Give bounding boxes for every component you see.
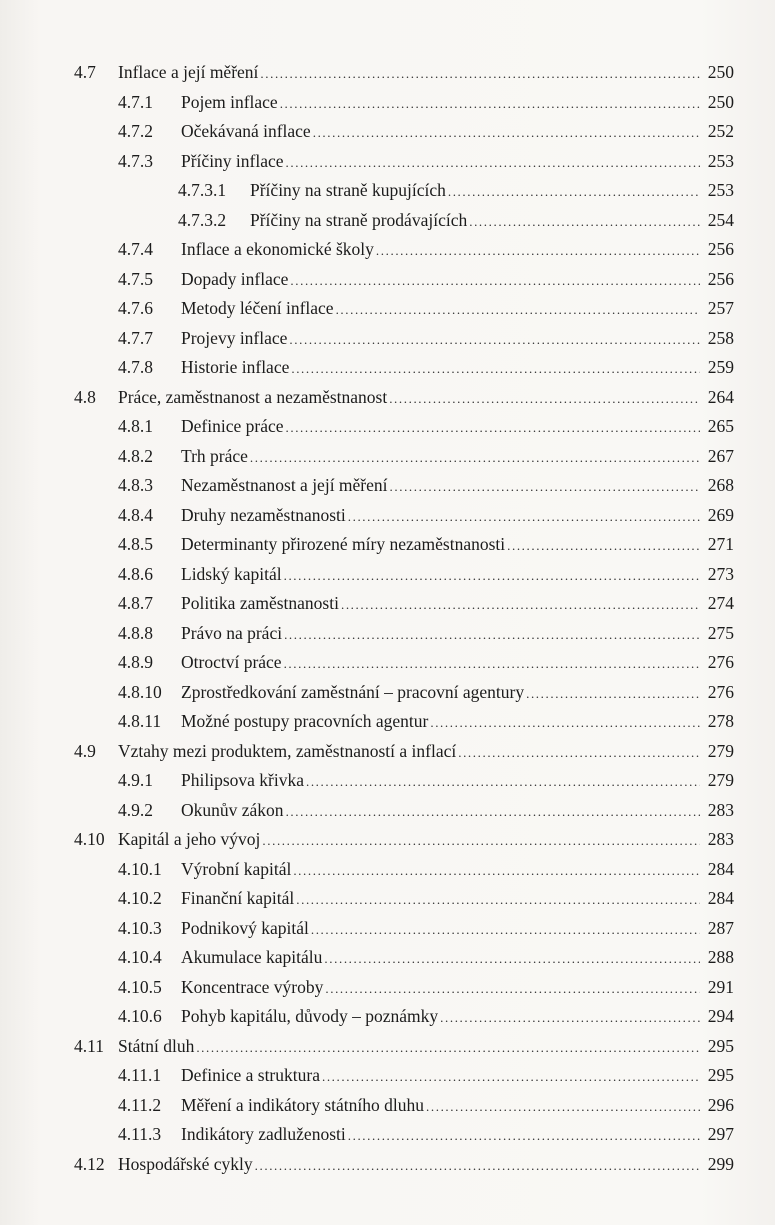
dot-leader (526, 679, 700, 709)
section-number: 4.10.5 (118, 976, 162, 997)
toc-entry (74, 943, 734, 973)
section-title: Lidský kapitál (181, 563, 282, 584)
section-title: Okunův zákon (181, 799, 284, 820)
dot-leader (313, 118, 700, 148)
section-title: Pojem inflace (181, 91, 278, 112)
page-number: 269 (707, 504, 734, 525)
toc-entry (74, 383, 734, 413)
page-number: 279 (707, 740, 734, 761)
toc-entry (74, 353, 734, 383)
dot-leader (293, 856, 700, 886)
page-number: 284 (707, 858, 734, 879)
page-number: 256 (707, 239, 734, 259)
section-title: Příčiny na straně prodávajících (250, 209, 468, 230)
page-number: 271 (707, 534, 734, 554)
dot-leader (260, 59, 700, 89)
toc-entry (74, 737, 734, 767)
section-title: Otroctví práce (181, 652, 282, 672)
toc-entry (74, 147, 734, 177)
section-number: 4.8.6 (118, 563, 153, 584)
toc-entry (74, 442, 734, 472)
dot-leader (325, 974, 700, 1004)
section-title: Koncentrace výroby (181, 976, 324, 997)
toc-entry (74, 619, 734, 649)
page-number: 254 (707, 209, 734, 230)
toc-entry (74, 914, 734, 944)
toc-entry (74, 678, 734, 708)
section-title: Příčiny inflace (181, 150, 284, 171)
toc-entry (74, 294, 734, 324)
section-number: 4.7.3.2 (178, 209, 227, 230)
toc-entry (74, 58, 734, 88)
section-title: Pohyb kapitálu, důvody – poznámky (181, 1006, 439, 1026)
toc-entry (74, 324, 734, 354)
section-title: Podnikový kapitál (181, 917, 309, 938)
toc-entry (74, 1120, 734, 1150)
toc-entry (74, 235, 734, 265)
section-number: 4.10.4 (118, 947, 162, 967)
page-number: 267 (707, 445, 734, 466)
dot-leader (286, 148, 700, 178)
toc-entry (74, 1091, 734, 1121)
dot-leader (507, 531, 700, 561)
section-title: Akumulace kapitálu (181, 947, 323, 967)
section-number: 4.8.4 (118, 504, 153, 525)
dot-leader (284, 561, 700, 591)
section-title: Práce, zaměstnanost a nezaměstnanost (118, 386, 388, 407)
page-number: 252 (707, 121, 734, 141)
section-number: 4.8 (74, 386, 96, 407)
section-number: 4.10 (74, 829, 105, 849)
toc-entry (74, 855, 734, 885)
page-number: 278 (707, 711, 734, 731)
dot-leader (286, 413, 701, 443)
section-number: 4.11.1 (118, 1065, 162, 1085)
toc-entry (74, 766, 734, 796)
section-title: Státní dluh (118, 1035, 195, 1056)
page-number: 265 (707, 416, 734, 436)
page-number: 256 (707, 268, 734, 289)
page-number: 296 (707, 1094, 734, 1115)
page-number: 273 (707, 563, 734, 584)
section-number: 4.11.3 (118, 1124, 162, 1144)
dot-leader (290, 266, 700, 296)
toc-entry (74, 88, 734, 118)
section-number: 4.7.4 (118, 239, 153, 259)
dot-leader (390, 472, 700, 502)
dot-leader (306, 767, 700, 797)
dot-leader (324, 944, 700, 974)
section-title: Hospodářské cykly (118, 1153, 253, 1174)
toc-entry (74, 648, 734, 678)
toc-entry (74, 206, 734, 236)
section-title: Inflace a její měření (118, 62, 259, 82)
page-number: 283 (707, 799, 734, 820)
section-number: 4.7.8 (118, 357, 153, 377)
dot-leader (426, 1092, 700, 1122)
page-number: 276 (707, 652, 734, 672)
section-number: 4.10.2 (118, 888, 162, 908)
toc-entry (74, 796, 734, 826)
section-number: 4.8.1 (118, 416, 153, 436)
section-title: Měření a indikátory státního dluhu (181, 1094, 425, 1115)
section-number: 4.12 (74, 1153, 105, 1174)
page-number: 253 (707, 150, 734, 171)
section-number: 4.7.6 (118, 298, 153, 318)
dot-leader (289, 325, 700, 355)
section-title: Zprostředkování zaměstnání – pracovní agentury (181, 681, 525, 702)
dot-leader (280, 89, 700, 119)
section-title: Možné postupy pracovních agentur (181, 711, 429, 731)
section-title: Očekávaná inflace (181, 121, 311, 141)
page-number: 259 (707, 357, 734, 377)
table-of-contents (74, 58, 734, 1179)
section-title: Definice práce (181, 416, 284, 436)
dot-leader (284, 649, 700, 679)
dot-leader (458, 738, 700, 768)
page-number: 258 (707, 327, 734, 348)
page-number: 268 (707, 475, 734, 495)
section-title: Výrobní kapitál (181, 858, 292, 879)
page-number: 299 (707, 1153, 734, 1174)
dot-leader (430, 708, 700, 738)
section-number: 4.11 (74, 1035, 104, 1056)
dot-leader (376, 236, 700, 266)
section-number: 4.7.5 (118, 268, 153, 289)
dot-leader (284, 620, 700, 650)
section-title: Druhy nezaměstnanosti (181, 504, 346, 525)
toc-entry (74, 501, 734, 531)
dot-leader (196, 1033, 700, 1063)
toc-entry (74, 471, 734, 501)
section-number: 4.10.6 (118, 1006, 162, 1026)
dot-leader (448, 177, 700, 207)
section-title: Politika zaměstnanosti (181, 593, 339, 613)
page-number: 297 (707, 1124, 734, 1144)
dot-leader (440, 1003, 700, 1033)
page-number: 284 (707, 888, 734, 908)
section-number: 4.8.7 (118, 593, 153, 613)
section-number: 4.11.2 (118, 1094, 162, 1115)
section-number: 4.9.1 (118, 770, 153, 790)
section-number: 4.8.2 (118, 445, 153, 466)
toc-entry (74, 1002, 734, 1032)
section-title: Dopady inflace (181, 268, 289, 289)
section-number: 4.8.8 (118, 622, 153, 643)
section-title: Příčiny na straně kupujících (250, 180, 446, 200)
page-number: 257 (707, 298, 734, 318)
page-number: 283 (707, 829, 734, 849)
dot-leader (336, 295, 700, 325)
dot-leader (291, 354, 700, 384)
page-number: 288 (707, 947, 734, 967)
section-number: 4.10.3 (118, 917, 162, 938)
toc-entry (74, 265, 734, 295)
dot-leader (311, 915, 700, 945)
dot-leader (469, 207, 700, 237)
toc-entry (74, 589, 734, 619)
dot-leader (348, 1121, 700, 1151)
page-number: 250 (707, 62, 734, 82)
section-number: 4.7.3 (118, 150, 153, 171)
toc-entry (74, 117, 734, 147)
page-number: 250 (707, 91, 734, 112)
page-number: 264 (707, 386, 734, 407)
section-title: Philipsova křivka (181, 770, 304, 790)
toc-entry (74, 1061, 734, 1091)
section-title: Historie inflace (181, 357, 290, 377)
dot-leader (296, 885, 700, 915)
section-number: 4.7.3.1 (178, 180, 227, 200)
dot-leader (255, 1151, 700, 1181)
section-number: 4.10.1 (118, 858, 162, 879)
page-number: 276 (707, 681, 734, 702)
toc-entry (74, 412, 734, 442)
section-title: Definice a struktura (181, 1065, 320, 1085)
page-number: 274 (707, 593, 734, 613)
page-number: 295 (707, 1035, 734, 1056)
toc-entry (74, 176, 734, 206)
section-number: 4.7.1 (118, 91, 153, 112)
toc-entry (74, 707, 734, 737)
toc-entry (74, 973, 734, 1003)
page-number: 275 (707, 622, 734, 643)
page-number: 287 (707, 917, 734, 938)
dot-leader (250, 443, 700, 473)
dot-leader (341, 590, 700, 620)
section-number: 4.7.7 (118, 327, 153, 348)
dot-leader (322, 1062, 700, 1092)
section-title: Finanční kapitál (181, 888, 295, 908)
section-title: Nezaměstnanost a její měření (181, 475, 388, 495)
section-title: Determinanty přirozené míry nezaměstnanosti (181, 534, 506, 554)
section-number: 4.7 (74, 62, 96, 82)
page-number: 294 (707, 1006, 734, 1026)
section-title: Projevy inflace (181, 327, 288, 348)
toc-entry (74, 1032, 734, 1062)
toc-entry (74, 1150, 734, 1180)
section-number: 4.8.3 (118, 475, 153, 495)
section-number: 4.9.2 (118, 799, 153, 820)
page-number: 291 (707, 976, 734, 997)
section-title: Kapitál a jeho vývoj (118, 829, 261, 849)
dot-leader (389, 384, 700, 414)
section-title: Právo na práci (181, 622, 283, 643)
toc-entry (74, 530, 734, 560)
dot-leader (286, 797, 700, 827)
section-title: Indikátory zadluženosti (181, 1124, 346, 1144)
page-number: 279 (707, 770, 734, 790)
section-title: Metody léčení inflace (181, 298, 334, 318)
dot-leader (262, 826, 700, 856)
section-number: 4.9 (74, 740, 96, 761)
section-number: 4.8.9 (118, 652, 153, 672)
page-number: 295 (707, 1065, 734, 1085)
section-number: 4.8.11 (118, 711, 162, 731)
page-number: 253 (707, 180, 734, 200)
dot-leader (348, 502, 700, 532)
toc-entry (74, 884, 734, 914)
toc-entry (74, 560, 734, 590)
section-number: 4.8.10 (118, 681, 162, 702)
section-title: Trh práce (181, 445, 248, 466)
section-number: 4.8.5 (118, 534, 153, 554)
section-title: Vztahy mezi produktem, zaměstnaností a inflací (118, 740, 457, 761)
toc-entry (74, 825, 734, 855)
section-number: 4.7.2 (118, 121, 153, 141)
section-title: Inflace a ekonomické školy (181, 239, 374, 259)
